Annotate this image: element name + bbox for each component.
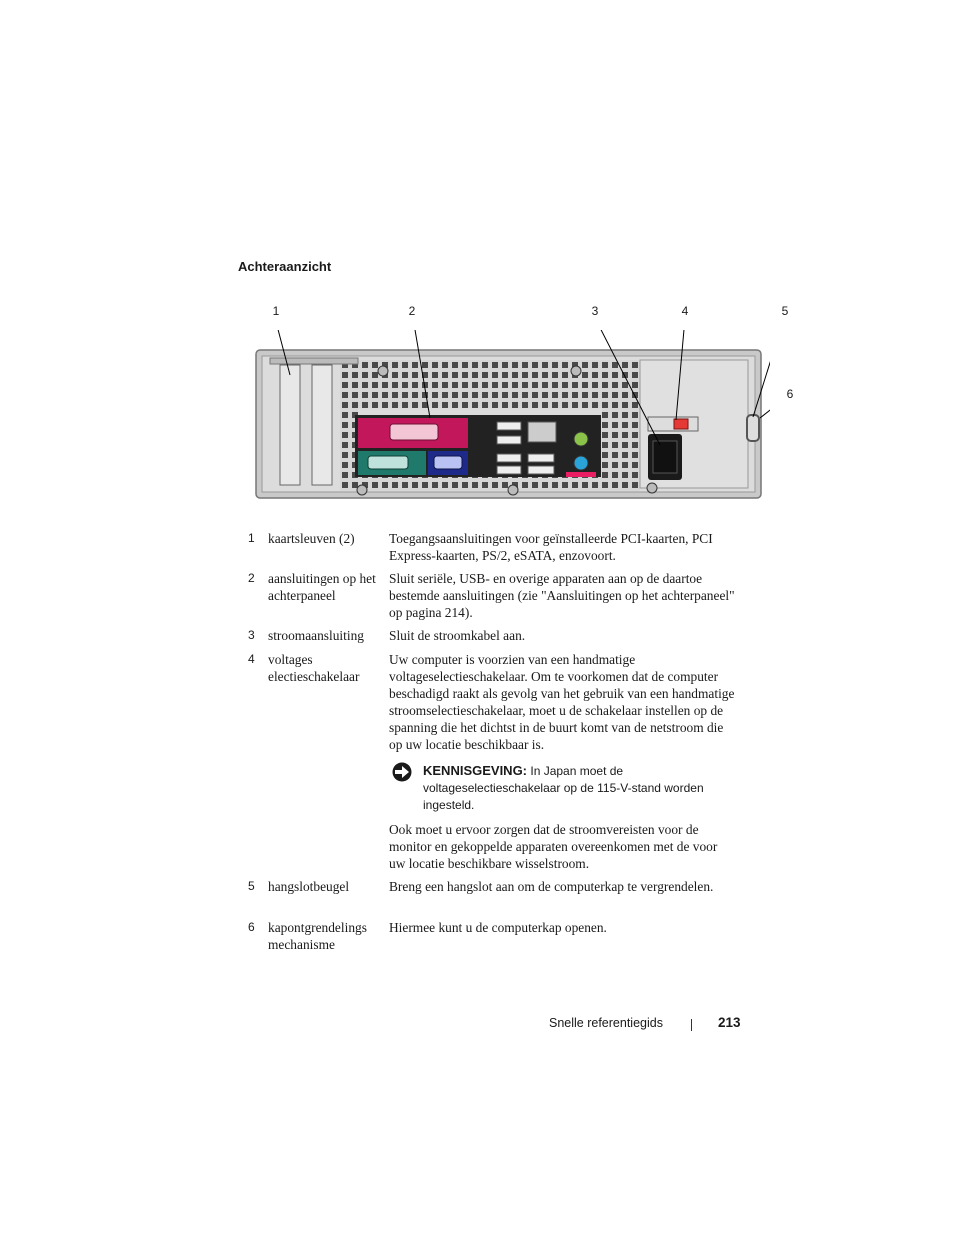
callout-5: 5 [781,304,789,318]
footer-guide-title: Snelle referentiegids [549,1016,663,1030]
item-term: aansluitingen op het achterpaneel [268,571,376,603]
padlock-ring [747,415,759,441]
card-slot-bracket [270,358,358,364]
screw [357,485,367,495]
item-number: 6 [248,920,255,934]
callout-2: 2 [408,304,416,318]
notice-arrow-icon [390,762,414,782]
parallel-port [390,424,438,440]
item-term: voltages electieschakelaar [268,652,360,684]
footer-separator [691,1019,692,1031]
item-number: 5 [248,879,255,893]
audio-line-in [574,456,588,470]
item-description: Toegangsaansluitingen voor geïnstalleerde PCI-kaarten, PCI Express-kaarten, PS/2, eSATA, enzovoort. [389,531,713,563]
item-description: Sluit de stroomkabel aan. [389,628,526,643]
page-number: 213 [718,1015,741,1030]
vga-port [434,456,462,469]
item-number: 1 [248,531,255,545]
power-connector-inner [653,441,677,473]
item-term: hangslotbeugel [268,879,350,894]
card-slot-2 [312,365,332,485]
computer-back-view-illustration [250,330,770,505]
audio-line-out [574,432,588,446]
notice-text-block [423,762,743,814]
notice-text: In Japan moet de voltageselectieschakelaar op de 115-V-stand worden ingesteld. [423,764,704,812]
item-number: 2 [248,571,255,585]
usb-port-2 [497,436,521,444]
item-description: Sluit seriële, USB- en overige apparaten aan op de daartoe bestemde aansluitingen (zie "Aansluitingen op het achterpaneel" op pagina 214). [389,571,735,620]
serial-port [368,456,408,469]
usb-port-3 [497,454,521,462]
callout-1: 1 [272,304,280,318]
voltage-switch [674,419,688,429]
screw [647,483,657,493]
vent-bottom [340,475,640,491]
screw [571,366,581,376]
item-term: kapontgrendelings mechanisme [268,920,367,952]
usb-port-4 [497,466,521,474]
section-title: Achteraanzicht [238,259,332,274]
callout-6: 6 [786,387,794,401]
audio-mic [566,472,596,477]
network-port [528,422,556,442]
item-description: Uw computer is voorzien van een handmatige voltageselectieschakelaar. Om te voorkomen dat de computer beschadigd raakt als gevolg van het gebruik van een handmatige stroomselectieschakelaar, moet u de schakelaar instellen op de spanning die het dichtst in de buurt komt van de netstroom die op uw locatie beschikbaar is. [389,652,735,752]
item-description-extra: Ook moet u ervoor zorgen dat de stroomvereisten voor de monitor en gekoppelde apparaten overeenkomen met de voor uw locatie beschikbare wisselstroom. [389,822,718,871]
screw [378,366,388,376]
usb-port-1 [497,422,521,430]
screw [508,485,518,495]
card-slot-1 [280,365,300,485]
usb-port-6 [528,466,554,474]
item-term: stroomaansluiting [268,628,364,643]
usb-port-5 [528,454,554,462]
item-number: 4 [248,652,255,666]
callout-4: 4 [681,304,689,318]
vent-right [602,408,640,475]
notice-label: KENNISGEVING: [423,763,528,778]
item-description: Hiermee kunt u de computerkap openen. [389,920,607,935]
callout-3: 3 [591,304,599,318]
voltage-switch-plate [648,417,698,431]
item-number: 3 [248,628,255,642]
item-term: kaartsleuven (2) [268,531,355,546]
item-description: Breng een hangslot aan om de computerkap te vergrendelen. [389,879,714,894]
